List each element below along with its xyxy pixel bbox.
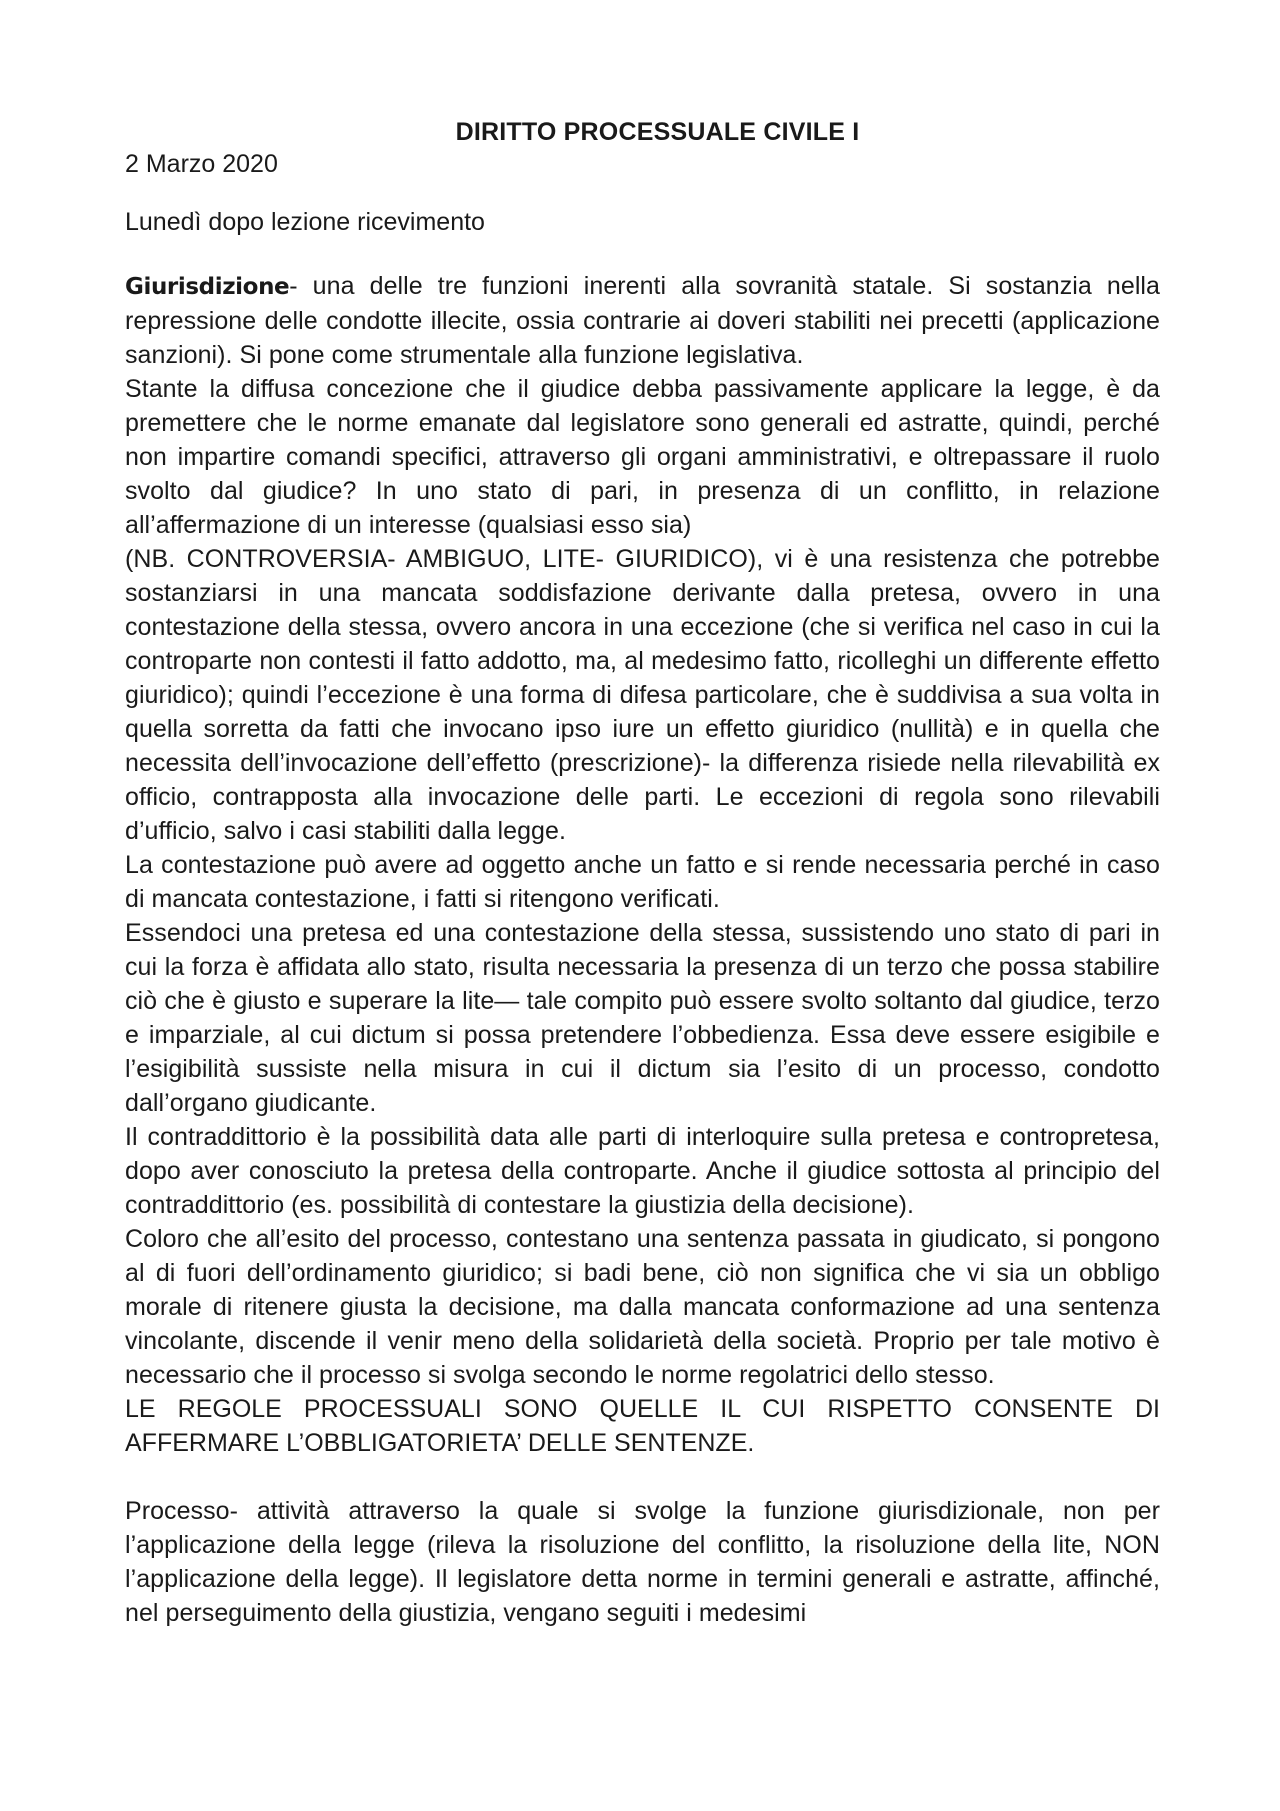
spacer <box>125 1460 1160 1494</box>
lecture-note: Lunedì dopo lezione ricevimento <box>125 208 485 236</box>
lecture-date: 2 Marzo 2020 <box>125 150 278 178</box>
paragraph: Stante la diffusa concezione che il giudice debba passivamente applicare la legge, è da premettere che le norme emanate dal legislatore sono generali ed astratte, quindi, perché non impartire comandi specifici, attraverso gli organi amministrativi, e oltrepassare il ruolo svolto dal giudice? In uno stato di pari, in presenza di un conflitto, in relazione all’affermazione di un interesse (qualsiasi esso sia) <box>125 375 1160 539</box>
document-page <box>125 118 1160 1630</box>
paragraph: La contestazione può avere ad oggetto anche un fatto e si rende necessaria perché in caso di mancata contestazione, i fatti si ritengono verificati. <box>125 851 1160 913</box>
term-giurisdizione: Giurisdizione <box>125 274 290 300</box>
paragraph: Coloro che all’esito del processo, contestano una sentenza passata in giudicato, si pongono al di fuori dell’ordinamento giuridico; si badi bene, ciò non significa che vi sia un obbligo morale di ritenere giusta la decisione, ma dalla mancata conformazione ad una sentenza vincolante, discende il venir meno della solidarietà della società. Proprio per tale motivo è necessario che il processo si svolga secondo le norme regolatrici dello stesso. <box>125 1225 1160 1389</box>
paragraph: Il contraddittorio è la possibilità data alle parti di interloquire sulla pretesa e contropretesa, dopo aver conosciuto la pretesa della controparte. Anche il giudice sottosta al principio del contraddittorio (es. possibilità di contestare la giustizia della decisione). <box>125 1123 1160 1219</box>
emphasis-statement: LE REGOLE PROCESSUALI SONO QUELLE IL CUI RISPETTO CONSENTE DI AFFERMARE L’OBBLIGATORIETA’ DELLE SENTENZE. <box>125 1395 1160 1457</box>
paragraph-processo: Processo- attività attraverso la quale si svolge la funzione giurisdizionale, non per l’applicazione della legge (rileva la risoluzione del conflitto, la risoluzione della lite, NON l’applicazione della legge). Il legislatore detta norme in termini generali e astratte, affinché, nel perseguimento della giustizia, vengano seguiti i medesimi <box>125 1497 1160 1627</box>
paragraph: Essendoci una pretesa ed una contestazione della stessa, sussistendo uno stato di pari in cui la forza è affidata allo stato, risulta necessaria la presenza di un terzo che possa stabilire ciò che è giusto e superare la lite— tale compito può essere svolto soltanto dal giudice, terzo e imparziale, al cui dictum si possa pretendere l’obbedienza. Essa deve essere esigibile e l’esigibilità sussiste nella misura in cui il dictum sia l’esito di un processo, condotto dall’organo giudicante. <box>125 919 1160 1117</box>
page-title: DIRITTO PROCESSUALE CIVILE I <box>455 118 860 146</box>
paragraph: (NB. CONTROVERSIA- AMBIGUO, LITE- GIURIDICO), vi è una resistenza che potrebbe sostanziarsi in una mancata soddisfazione derivante dalla pretesa, ovvero in una contestazione della stessa, ovvero ancora in una eccezione (che si verifica nel caso in cui la controparte non contesti il fatto addotto, ma, al medesimo fatto, ricolleghi un differente effetto giuridico); quindi l’eccezione è una forma di difesa particolare, che è suddivisa a sua volta in quella sorretta da fatti che invocano ipso iure un effetto giuridico (nullità) e in quella che necessita dell’invocazione dell’effetto (prescrizione)- la differenza risiede nella rilevabilità ex officio, contrapposta alla invocazione delle parti. Le eccezioni di regola sono rilevabili d’ufficio, salvo i casi stabiliti dalla legge. <box>125 545 1160 845</box>
paragraph-giurisdizione <box>125 269 1160 372</box>
paragraph-text: - una delle tre funzioni inerenti alla sovranità statale. Si sostanzia nella repressione delle condotte illecite, ossia contrarie ai doveri stabiliti nei precetti (applicazione sanzioni). Si pone come strumentale alla funzione legislativa. <box>125 272 1160 369</box>
